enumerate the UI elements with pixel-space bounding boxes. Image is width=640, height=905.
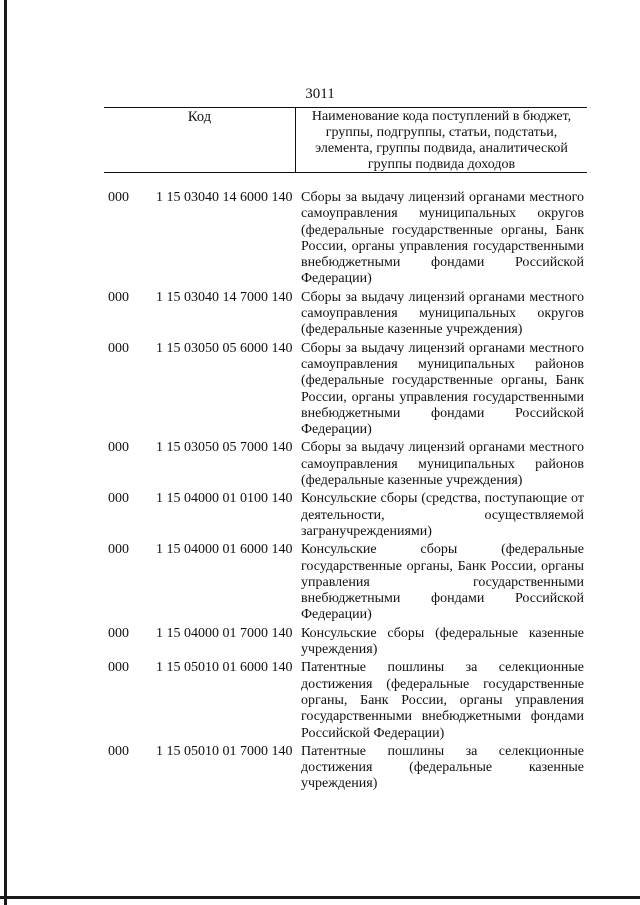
row-prefix: 000 <box>108 289 129 305</box>
row-code: 1 15 04000 01 7000 140 <box>156 625 293 641</box>
row-name: Сборы за выдачу лицензий органами местного самоуправления муниципальных округов (федеральные казенные учреждения) <box>301 289 584 338</box>
page-number: 3011 <box>305 86 335 102</box>
header-code-column: Код <box>104 108 296 172</box>
table-row <box>108 190 584 288</box>
table-row <box>108 440 584 489</box>
table-header <box>104 107 587 173</box>
row-name: Сборы за выдачу лицензий органами местного самоуправления муниципальных районов (федеральные государственные органы, Банк России, органы управления государственными внебюджетными фондами Российской Федерации) <box>301 340 584 438</box>
row-prefix: 000 <box>108 340 129 356</box>
table-row <box>108 660 584 741</box>
table-row <box>108 626 584 659</box>
row-prefix: 000 <box>108 743 129 759</box>
scan-edge-bottom <box>0 896 640 899</box>
row-name: Патентные пошлины за селекционные достижения (федеральные государственные органы, Банк России, органы управления государственными внебюджетными фондами Российской Федерации) <box>301 660 584 741</box>
row-prefix: 000 <box>108 440 129 456</box>
table-row <box>108 542 584 623</box>
header-name-column: Наименование кода поступлений в бюджет, группы, подгруппы, статьи, подстатьи, элемента, группы подвида, аналитической группы подвида доходов <box>311 109 572 172</box>
row-code: 1 15 03040 14 7000 140 <box>156 289 293 305</box>
row-prefix: 000 <box>108 625 129 641</box>
row-code: 1 15 05010 01 7000 140 <box>156 743 293 759</box>
row-code: 1 15 03050 05 7000 140 <box>156 440 293 456</box>
row-code: 1 15 03040 14 6000 140 <box>156 190 293 205</box>
row-code: 1 15 03050 05 6000 140 <box>156 340 293 356</box>
table-body <box>108 190 584 793</box>
row-prefix: 000 <box>108 660 129 676</box>
row-name: Консульские сборы (федеральные государственные органы, Банк России, органы управления государственными внебюджетными фондами Российской Федерации) <box>301 542 584 623</box>
row-name: Консульские сборы (федеральные казенные учреждения) <box>301 625 584 658</box>
table-row <box>108 491 584 540</box>
row-name: Консульские сборы (средства, поступающие от деятельности, осуществляемой загранучреждениями) <box>301 491 584 539</box>
row-code: 1 15 05010 01 6000 140 <box>156 660 293 676</box>
row-code: 1 15 04000 01 6000 140 <box>156 542 293 558</box>
row-prefix: 000 <box>108 190 129 205</box>
row-name: Сборы за выдачу лицензий органами местного самоуправления муниципальных районов (федеральные казенные учреждения) <box>301 440 584 489</box>
row-name: Сборы за выдачу лицензий органами местного самоуправления муниципальных округов (федеральные государственные органы, Банк России, органы управления государственными внебюджетными фондами Российской Федерации) <box>301 190 584 287</box>
row-prefix: 000 <box>108 542 129 558</box>
scan-edge-left <box>4 0 7 905</box>
table-row <box>108 290 584 339</box>
table-row <box>108 341 584 439</box>
row-prefix: 000 <box>108 491 129 507</box>
row-name: Патентные пошлины за селекционные достижения (федеральные казенные учреждения) <box>301 743 584 792</box>
table-row <box>108 744 584 793</box>
row-code: 1 15 04000 01 0100 140 <box>156 491 293 507</box>
